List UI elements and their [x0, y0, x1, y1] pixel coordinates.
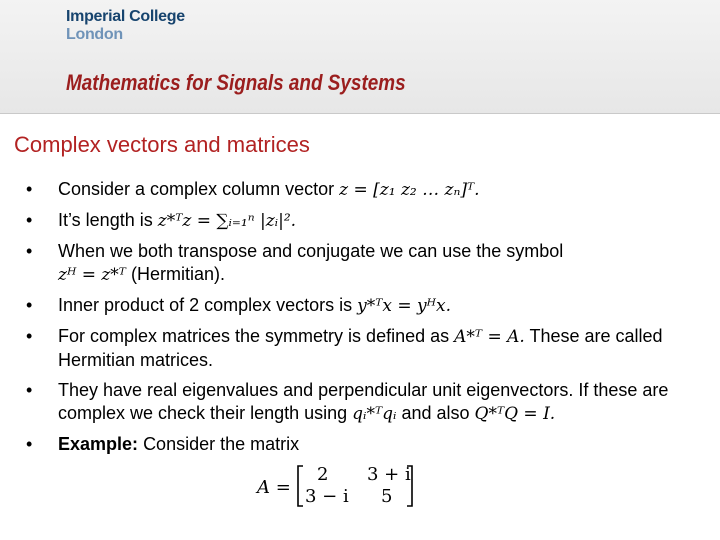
- left-bracket: [298, 466, 303, 506]
- math-eigvec-length: qᵢ*ᵀqᵢ: [352, 404, 397, 424]
- bullet-text: Inner product of 2 complex vectors is: [58, 295, 353, 315]
- bullet-text-tail: These are called Hermitian matrices.: [58, 326, 663, 370]
- math-vector-z: z = [z₁ z₂ … zₙ]ᵀ.: [339, 180, 480, 200]
- matrix-a21: 3 − i: [305, 486, 349, 507]
- bullet-matrix-symmetry: [26, 325, 706, 372]
- slide-title: Complex vectors and matrices: [14, 132, 310, 157]
- course-title: Mathematics for Signals and Systems: [66, 70, 406, 95]
- math-hermitian: zᴴ = z*ᵀ: [58, 265, 126, 285]
- bullet-list: [26, 178, 706, 463]
- bullet-text: For complex matrices the symmetry is defined as: [58, 326, 450, 346]
- logo-line-1: Imperial College: [66, 8, 185, 25]
- bullet-dot: •: [26, 295, 33, 315]
- bullet-dot: •: [26, 179, 33, 199]
- math-unitary: Q*ᵀQ = I.: [474, 404, 556, 424]
- bullet-text-tail: (Hermitian).: [130, 264, 225, 284]
- bullet-text-mid: and also: [401, 403, 470, 423]
- bullet-dot: •: [26, 380, 33, 400]
- bullet-text: Consider a complex column vector: [58, 179, 335, 199]
- bullet-dot: •: [26, 326, 33, 346]
- bullet-column-vector: [26, 178, 706, 202]
- bullet-text: Consider the matrix: [143, 434, 300, 454]
- bullet-dot: •: [26, 434, 33, 454]
- matrix-a12: 3 + i: [367, 464, 411, 485]
- bullet-example: [26, 433, 706, 456]
- matrix-a22: 5: [381, 486, 393, 507]
- math-length: z*ᵀz = ∑ᵢ₌₁ⁿ |zᵢ|².: [157, 211, 297, 231]
- bullet-length: [26, 209, 706, 233]
- imperial-college-logo: [66, 8, 185, 44]
- math-symmetry: A*ᵀ = A.: [454, 327, 525, 347]
- example-label: Example:: [58, 434, 139, 454]
- matrix-lhs: A =: [257, 477, 291, 498]
- math-inner-product: y*ᵀx = yᴴx.: [357, 296, 451, 316]
- bullet-text: When we both transpose and conjugate we can use the symbol: [58, 241, 564, 261]
- slide-header: [0, 0, 720, 114]
- bullet-dot: •: [26, 210, 33, 230]
- logo-line-2: London: [66, 26, 123, 43]
- bullet-text: They have real eigenvalues and perpendicular unit eigenvectors. If these are complex we check their length using: [58, 380, 669, 423]
- bullet-inner-product: [26, 294, 706, 318]
- bullet-hermitian-symbol: [26, 240, 706, 287]
- bullet-text: It’s length is: [58, 210, 153, 230]
- bullet-eigen: [26, 379, 706, 426]
- matrix-a11: 2: [317, 464, 329, 485]
- bullet-dot: •: [26, 241, 33, 261]
